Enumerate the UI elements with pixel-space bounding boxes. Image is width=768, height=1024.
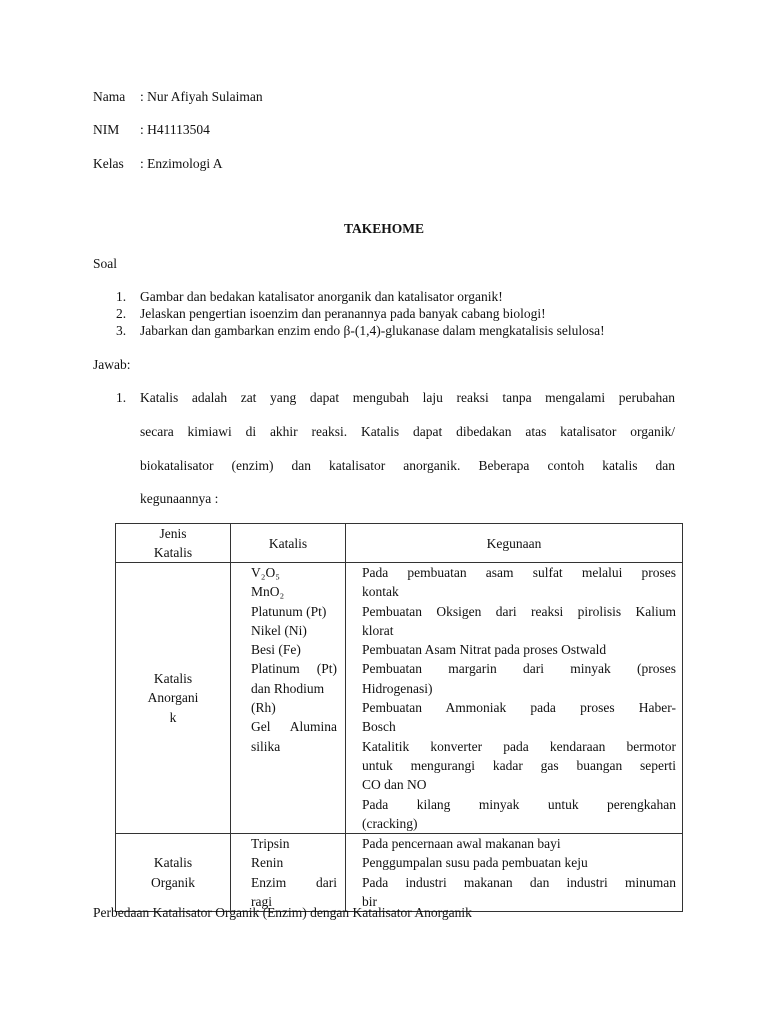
question-number: 2. <box>116 306 127 321</box>
catalyst-name: Platunum (Pt) <box>251 603 327 619</box>
class-label: Kelas <box>93 156 124 171</box>
jenis-text: k <box>169 709 177 725</box>
use-text: bir <box>362 894 377 910</box>
table-header-row <box>116 524 683 563</box>
use-text: Pada pencernaan awal makanan bayi <box>362 836 561 852</box>
answer-line: biokatalisator (enzim) dan katalisator anorganik. Beberapa contoh katalis dan <box>140 458 675 473</box>
catalyst-name: MnO₂ <box>251 584 285 600</box>
name-value: : Nur Afiyah Sulaiman <box>140 89 263 104</box>
header-jenis <box>116 524 231 563</box>
catalyst-name: dan Rhodium <box>251 680 325 696</box>
table-row <box>116 563 683 834</box>
jenis-organik <box>116 834 231 912</box>
catalyst-name: Gel Alumina <box>251 719 337 735</box>
use-text: Bosch <box>362 719 396 735</box>
answer-number: 1. <box>116 390 127 405</box>
jenis-text: Katalis <box>153 855 193 871</box>
header-text: Katalis <box>153 545 193 560</box>
use-text: Pembuatan Asam Nitrat pada proses Ostwald <box>362 642 607 658</box>
use-text: Pembuatan margarin dari minyak (proses <box>362 661 676 677</box>
jenis-anorganik <box>116 563 231 834</box>
answer-line: Katalis adalah zat yang dapat mengubah laju reaksi tanpa mengalami perubahan <box>140 390 675 405</box>
catalyst-name: Enzim dari <box>251 874 337 890</box>
page-title: TAKEHOME <box>343 221 424 236</box>
table-row <box>116 834 683 912</box>
use-text: Penggumpalan susu pada pembuatan keju <box>362 855 588 871</box>
jenis-text: Katalis <box>153 671 193 687</box>
kegunaan-anorganik-list <box>346 563 683 834</box>
catalyst-name: silika <box>251 738 281 754</box>
catalyst-name: ragi <box>251 894 272 910</box>
catalyst-name: Tripsin <box>251 836 290 852</box>
catalyst-name: Nikel (Ni) <box>251 622 307 638</box>
use-text: Hidrogenasi) <box>362 680 433 696</box>
answer-line: kegunaannya : <box>140 491 219 506</box>
use-text: untuk mengurangi kadar gas buangan seperti <box>362 757 676 773</box>
kegunaan-organik-list <box>346 834 683 912</box>
jenis-text: Anorgani <box>147 690 199 706</box>
use-text: Pada pembuatan asam sulfat melalui proses <box>362 565 676 580</box>
jawab-heading: Jawab: <box>93 357 131 372</box>
catalyst-name: Platinum (Pt) <box>251 661 337 677</box>
use-text: klorat <box>362 622 394 638</box>
use-text: Pembuatan Oksigen dari reaksi pirolisis Kalium <box>362 603 676 619</box>
name-label: Nama <box>93 89 126 104</box>
nim-value: : H41113504 <box>140 122 210 137</box>
catalyst-name: (Rh) <box>251 700 276 716</box>
class-value: : Enzimologi A <box>140 156 223 171</box>
caption: Perbedaan Katalisator Organik (Enzim) dengan Katalisator Anorganik <box>93 905 472 920</box>
question-text: Jelaskan pengertian isoenzim dan peranannya pada banyak cabang biologi! <box>140 306 546 321</box>
use-text: Katalitik konverter pada kendaraan bermotor <box>362 738 676 754</box>
catalyst-name: V₂O₅ <box>251 565 280 580</box>
use-text: kontak <box>362 584 399 600</box>
header-katalis: Katalis <box>231 524 346 563</box>
use-text: CO dan NO <box>362 777 427 793</box>
use-text: Pada industri makanan dan industri minuman <box>362 874 676 890</box>
header-text: Jenis <box>159 526 187 541</box>
question-number: 1. <box>116 289 127 304</box>
question-number: 3. <box>116 323 127 338</box>
use-text: Pada kilang minyak untuk perengkahan <box>362 796 676 812</box>
katalis-organik-list <box>231 834 346 912</box>
soal-heading: Soal <box>93 256 118 271</box>
catalyst-table <box>115 523 683 912</box>
question-text: Jabarkan dan gambarkan enzim endo β-(1,4)-glukanase dalam mengkatalisis selulosa! <box>140 323 605 338</box>
answer-line: secara kimiawi di akhir reaksi. Katalis dapat dibedakan atas katalisator organik/ <box>140 424 675 439</box>
use-text: Pembuatan Ammoniak pada proses Haber- <box>362 700 676 716</box>
header-kegunaan: Kegunaan <box>346 524 683 563</box>
catalyst-name: Renin <box>251 855 284 871</box>
jenis-text: Organik <box>151 874 195 890</box>
catalyst-name: Besi (Fe) <box>251 642 301 658</box>
use-text: (cracking) <box>362 815 418 831</box>
nim-label: NIM <box>93 122 120 137</box>
katalis-anorganik-list <box>231 563 346 834</box>
question-text: Gambar dan bedakan katalisator anorganik dan katalisator organik! <box>140 289 503 304</box>
